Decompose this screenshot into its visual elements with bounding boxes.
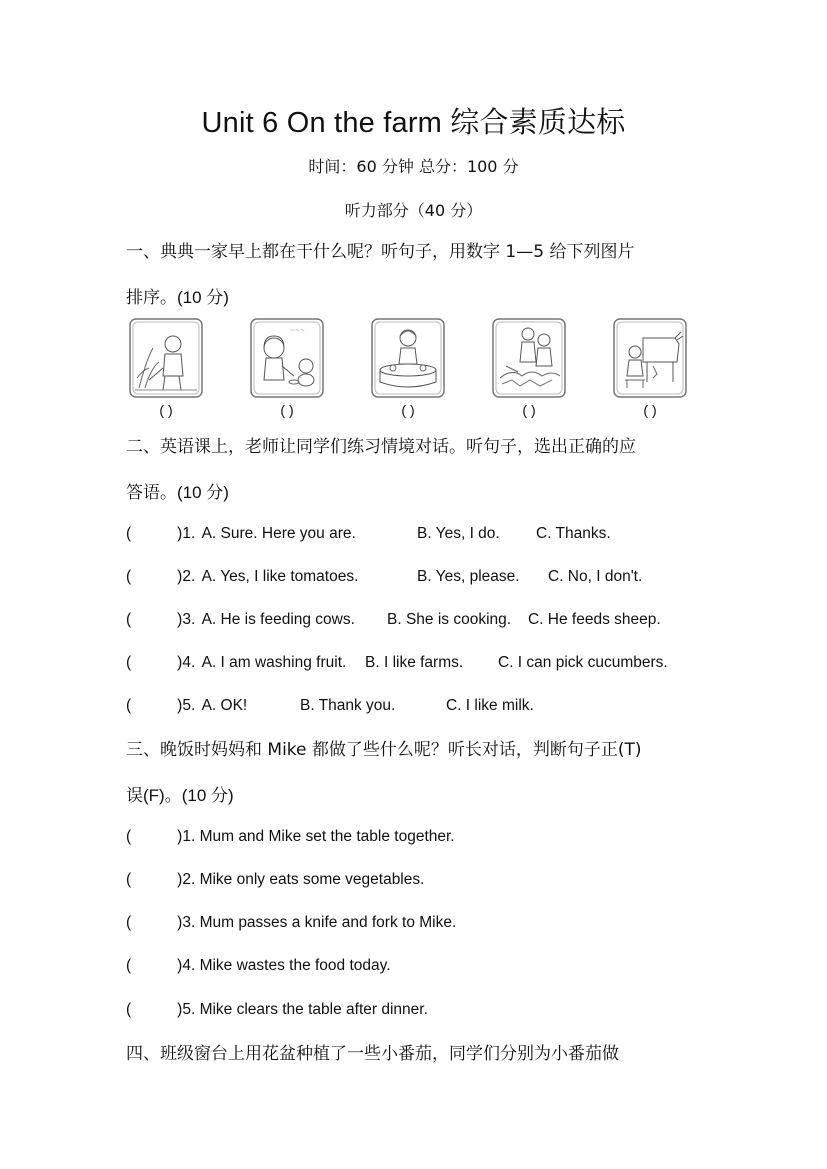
option-c: C. He feeds sheep. [528,611,661,628]
answer-blank[interactable]: ( [126,654,132,671]
svg-text:~~~: ~~~ [290,327,306,334]
option-a: A. He is feeding cows. [201,611,355,628]
option-c: C. No, I don't. [548,568,643,585]
milking-cow-image [613,318,687,398]
answer-blank-2[interactable]: ( ) [280,402,294,418]
section3-line2: 误(F)。(10 分) [126,786,234,805]
section1-line1: 一、典典一家早上都在干什么呢？听句子，用数字 1—5 给下列图片 [126,242,635,262]
statement-text: )1. Mum and Mike set the table together. [177,828,455,845]
part-heading: 听力部分（40 分） [344,201,483,220]
option-a: A. Yes, I like tomatoes. [201,568,359,585]
answer-blank[interactable]: ( [126,611,132,628]
page-title: Unit 6 On the farm 综合素质达标 [201,107,626,139]
answer-blank-1[interactable]: ( ) [159,402,173,418]
section4-line1: 四、班级窗台上用花盆种植了一些小番茄，同学们分别为小番茄做 [126,1044,619,1064]
section2-instructions [126,425,706,515]
section3-statement-5 [126,1001,428,1019]
question-number: )2. [177,568,196,585]
option-b: B. I like farms. [365,654,464,671]
option-b: B. Yes, I do. [417,525,500,542]
picture-3 [371,318,445,398]
answer-blank[interactable]: ( [126,957,132,974]
picture-1 [129,318,203,398]
answer-blank[interactable]: ( [126,525,132,542]
answer-blank[interactable]: ( [126,871,132,888]
section1-instructions [126,230,706,320]
answer-blank[interactable]: ( [126,568,132,585]
question-number: )5. [177,697,196,714]
section2-question-2 [126,568,706,588]
answer-blank[interactable]: ( [126,697,132,714]
section3-statement-3 [126,914,456,932]
section2-line2: 答语。(10 分) [126,483,229,502]
section2-question-5 [126,697,706,717]
section2-question-4 [126,654,706,674]
option-b: B. She is cooking. [387,611,512,628]
option-a: A. I am washing fruit. [201,654,347,671]
section2-question-3 [126,611,706,631]
statement-text: )3. Mum passes a knife and fork to Mike. [177,914,457,931]
picture-row [126,318,701,428]
watering-plants-image [129,318,203,398]
answer-blank-3[interactable]: ( ) [401,402,415,418]
statement-text: )2. Mike only eats some vegetables. [177,871,425,888]
picking-vegetables-image [492,318,566,398]
section3-line1: 三、晚饭时妈妈和 Mike 都做了些什么呢？听长对话，判断句子正(T) [126,740,642,760]
section3-statement-1 [126,828,455,846]
option-c: C. Thanks. [536,525,611,542]
section3-statement-2 [126,871,424,889]
option-a: A. OK! [201,697,248,714]
option-c: C. I can pick cucumbers. [498,654,668,671]
exam-meta: 时间：60 分钟 总分：100 分 [308,157,519,176]
answer-blank[interactable]: ( [126,914,132,931]
question-number: )3. [177,611,196,628]
answer-blank[interactable]: ( [126,828,132,845]
option-a: A. Sure. Here you are. [201,525,356,542]
section4-instructions [126,1032,706,1077]
option-c: C. I like milk. [446,697,534,714]
section3-instructions [126,728,706,818]
section3-statement-4 [126,957,391,975]
section2-line1: 二、英语课上，老师让同学们练习情境对话。听句子，选出正确的应 [126,437,636,457]
question-number: )1. [177,525,196,542]
section2-question-1 [126,525,706,545]
feeding-dog-image [250,318,324,398]
answer-blank-5[interactable]: ( ) [643,402,657,418]
option-b: B. Yes, please. [417,568,520,585]
picture-4 [492,318,566,398]
answer-blank-4[interactable]: ( ) [522,402,536,418]
section1-line2: 排序。(10 分) [126,288,229,307]
boy-at-table-image [371,318,445,398]
option-b: B. Thank you. [300,697,396,714]
statement-text: )4. Mike wastes the food today. [177,957,391,974]
question-number: )4. [177,654,196,671]
statement-text: )5. Mike clears the table after dinner. [177,1001,428,1018]
picture-2 [250,318,324,398]
picture-5 [613,318,687,398]
answer-blank[interactable]: ( [126,1001,132,1018]
